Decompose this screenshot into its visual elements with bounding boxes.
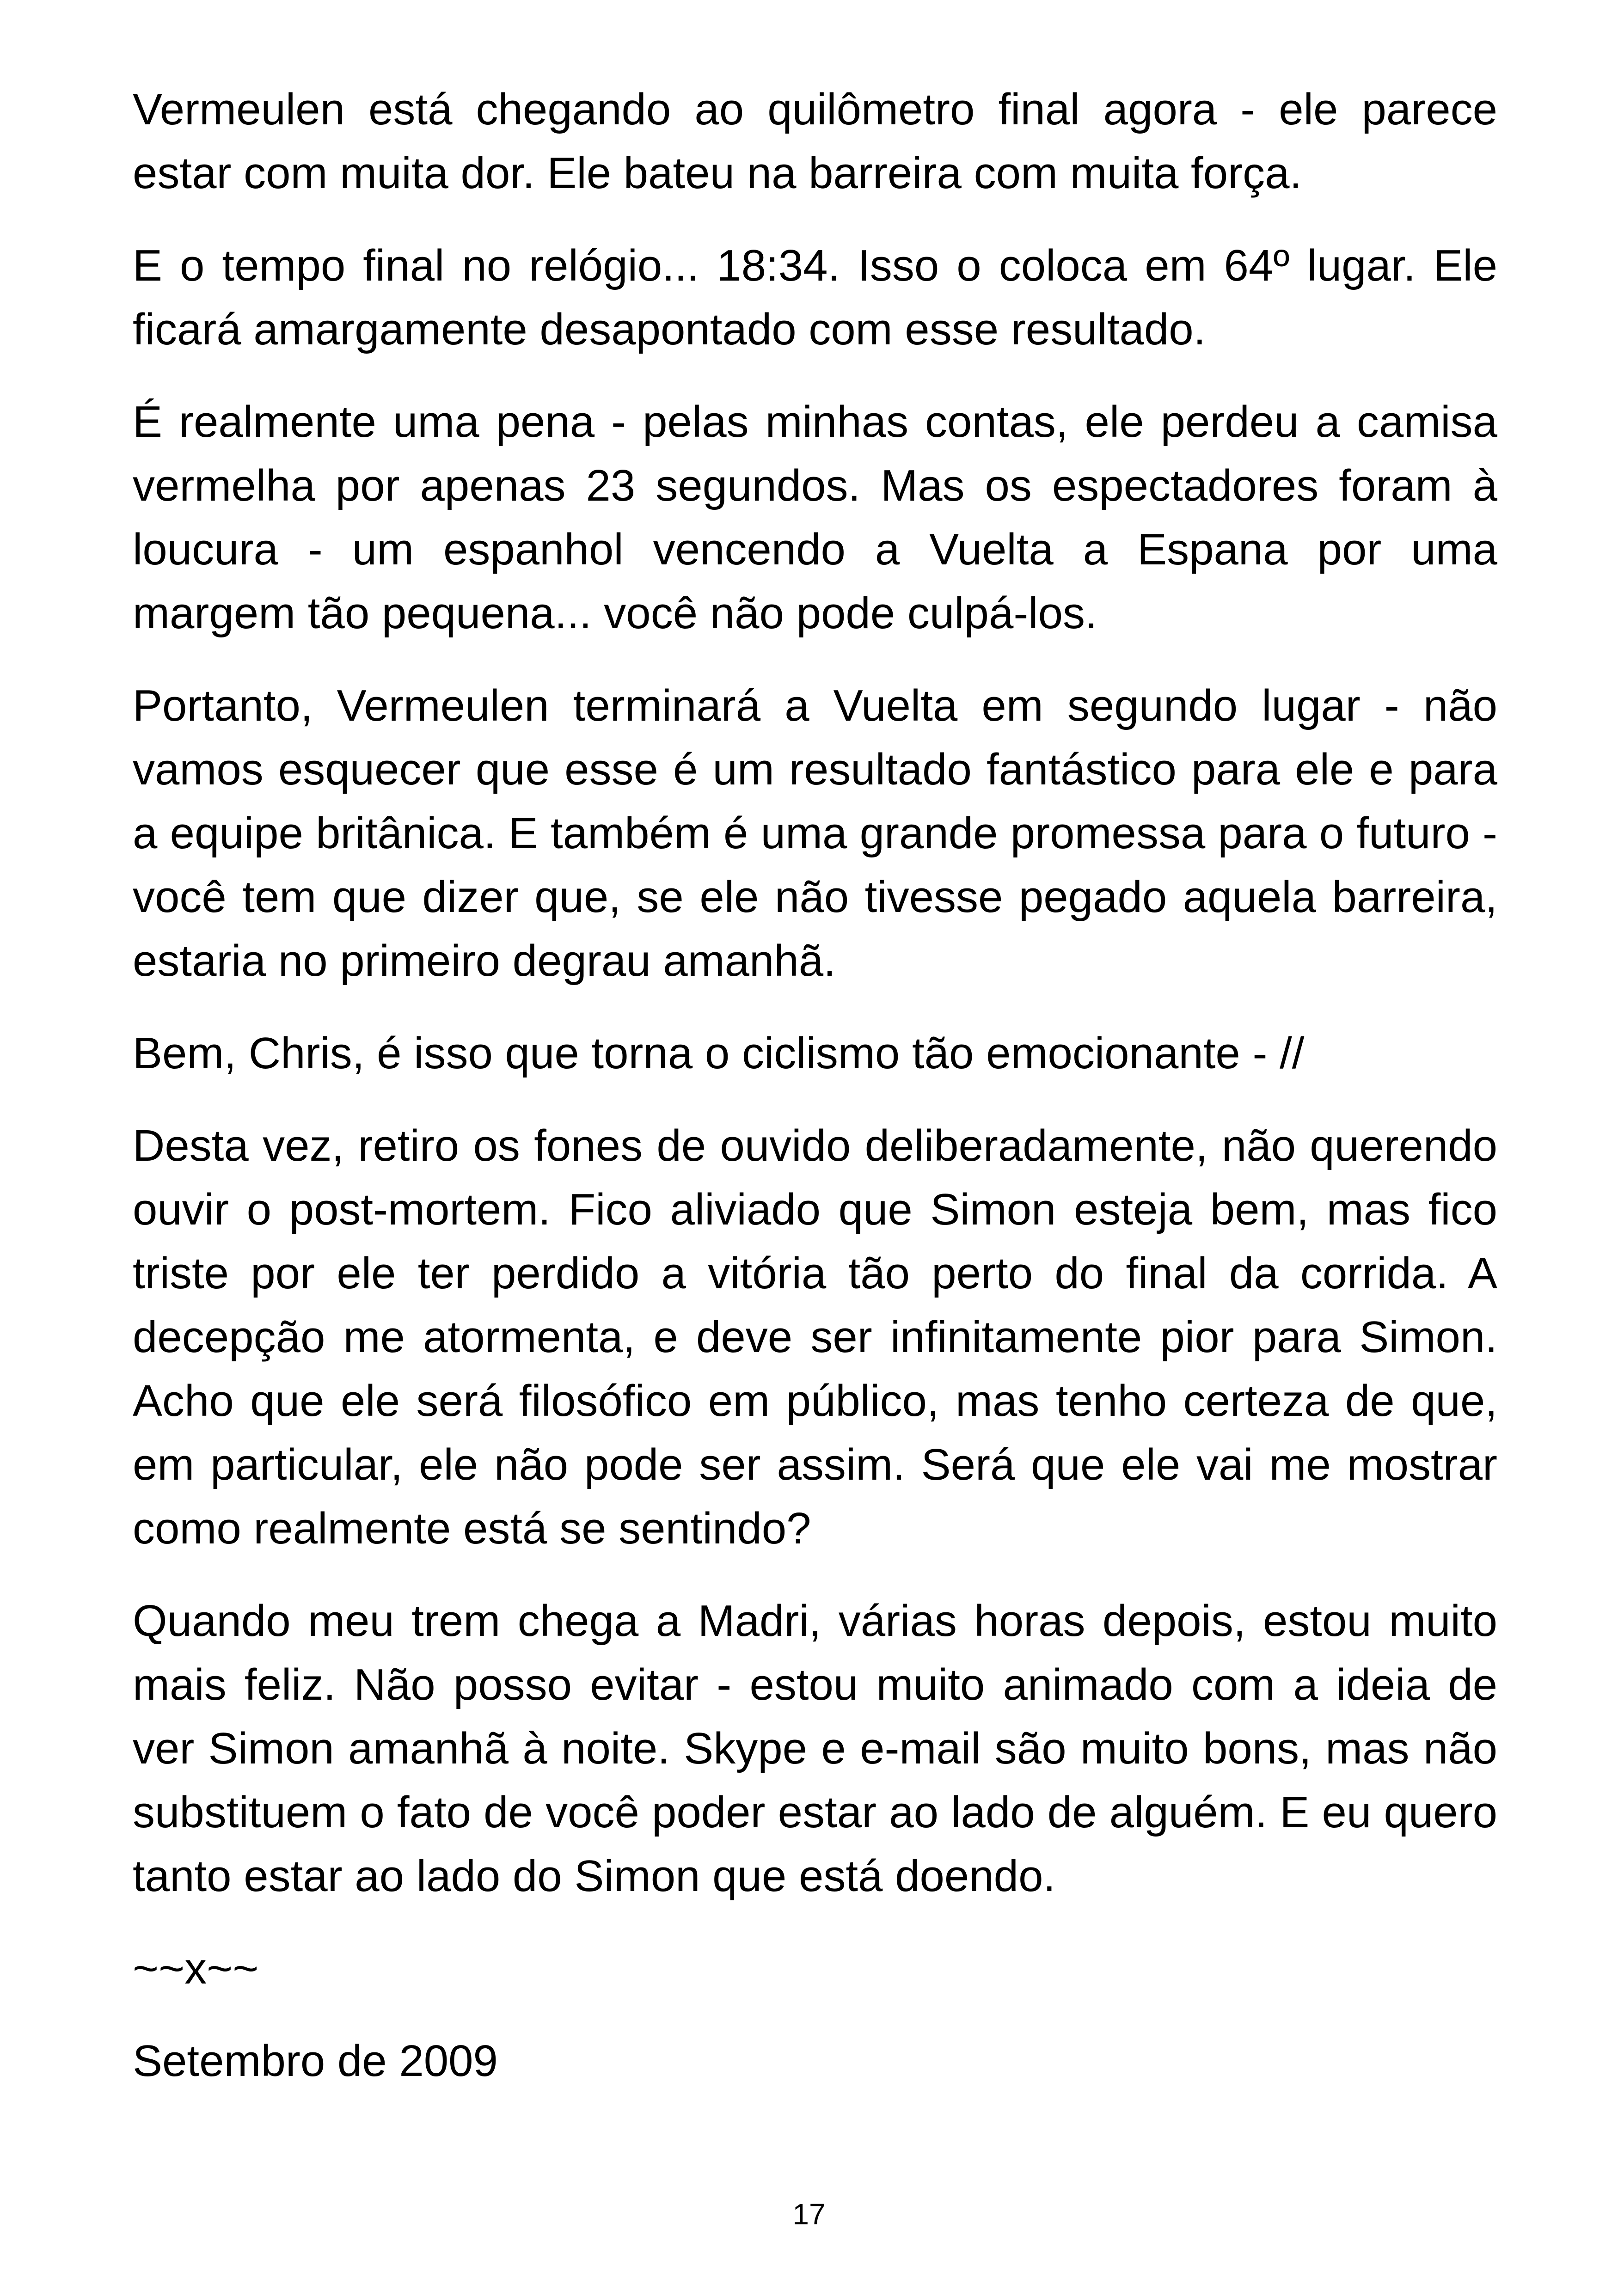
paragraph-1: Vermeulen está chegando ao quilômetro final agora - ele parece estar com muita dor. Ele bateu na barreira com muita força. — [133, 85, 1497, 198]
scene-break: ~~x~~ — [133, 1944, 259, 1993]
paragraph-2: E o tempo final no relógio... 18:34. Isso o coloca em 64º lugar. Ele ficará amargamente desapontado com esse resultado. — [133, 241, 1497, 354]
page-number: 17 — [792, 2198, 826, 2231]
paragraph-3: É realmente uma pena - pelas minhas contas, ele perdeu a camisa vermelha por apenas 23 segundos. Mas os espectadores foram à loucura - um espanhol vencendo a Vuelta a Espana por uma margem tão pequena... você não pode culpá-los. — [133, 397, 1497, 638]
section-heading: Setembro de 2009 — [133, 2036, 498, 2086]
paragraph-6: Desta vez, retiro os fones de ouvido deliberadamente, não querendo ouvir o post-mortem. Fico aliviado que Simon esteja bem, mas fico triste por ele ter perdido a vitória tão perto do final da corrida. A decepção me atormenta, e deve ser infinitamente pior para Simon. Acho que ele será filosófico em público, mas tenho certeza de que, em particular, ele não pode ser assim. Será que ele vai me mostrar como realmente está se sentindo? — [133, 1121, 1497, 1553]
paragraph-5: Bem, Chris, é isso que torna o ciclismo tão emocionante - // — [133, 1029, 1305, 1078]
paragraph-4: Portanto, Vermeulen terminará a Vuelta em segundo lugar - não vamos esquecer que esse é um resultado fantástico para ele e para a equipe britânica. E também é uma grande promessa para o futuro - você tem que dizer que, se ele não tivesse pegado aquela barreira, estaria no primeiro degrau amanhã. — [133, 681, 1497, 986]
page-body — [133, 78, 1497, 2122]
paragraph-7: Quando meu trem chega a Madri, várias horas depois, estou muito mais feliz. Não posso evitar - estou muito animado com a ideia de ver Simon amanhã à noite. Skype e e-mail são muito bons, mas não substituem o fato de você poder estar ao lado de alguém. E eu quero tanto estar ao lado do Simon que está doendo. — [133, 1596, 1497, 1901]
